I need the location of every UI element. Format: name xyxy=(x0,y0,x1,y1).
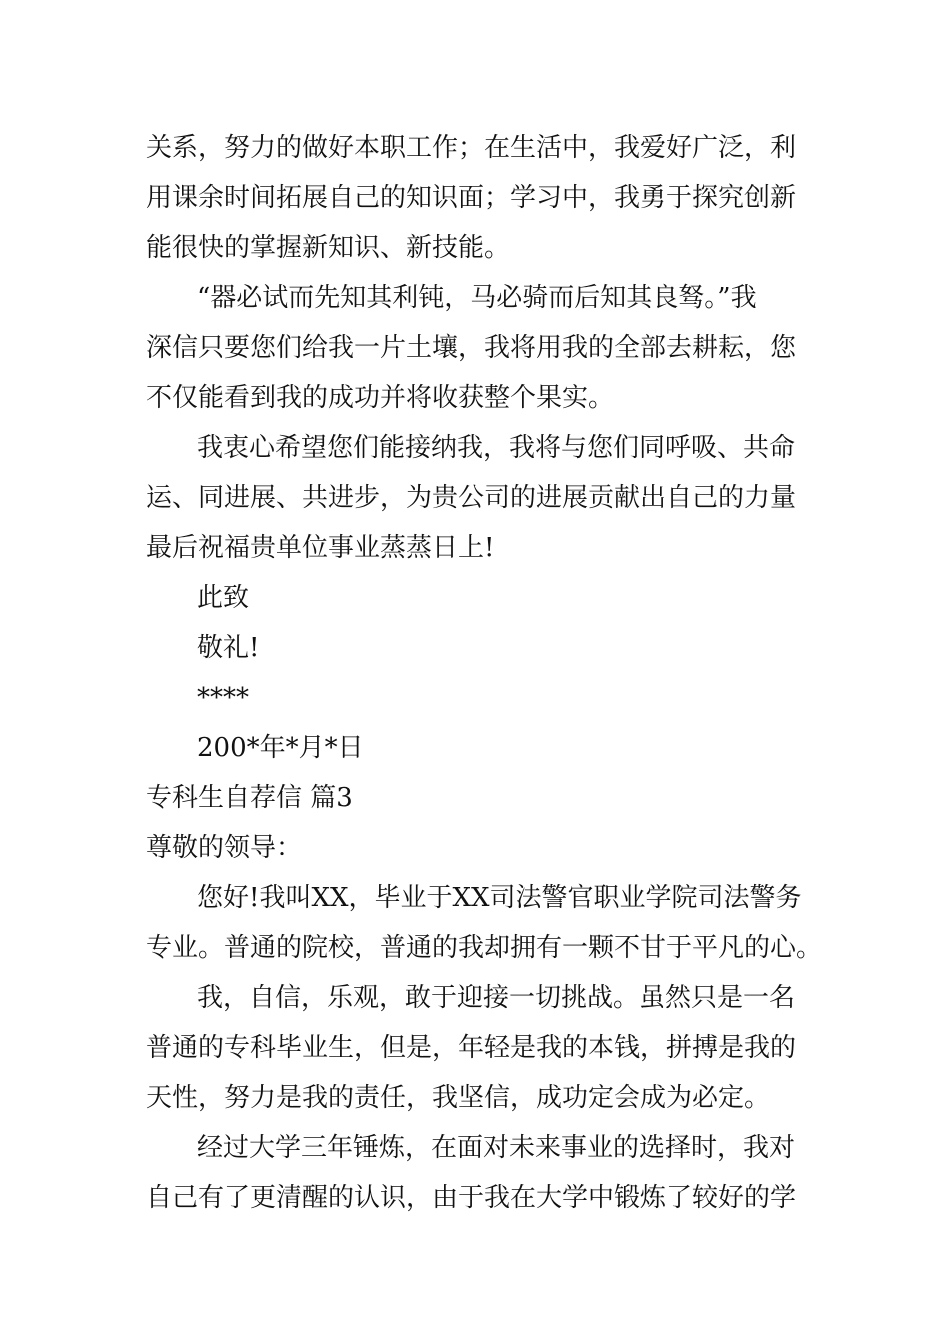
paragraph-first-line: 我衷心希望您们能接纳我，我将与您们同呼吸、共命 xyxy=(197,433,796,463)
closing-regards: 敬礼! xyxy=(197,633,260,663)
body-text-line: 专业。普通的院校，普通的我却拥有一颗不甘于平凡的心。 xyxy=(146,933,823,963)
body-text-line: 自己有了更清醒的认识，由于我在大学中锻炼了较好的学 xyxy=(146,1183,797,1213)
signature-date: 200*年*月*日 xyxy=(197,733,364,763)
paragraph-first-line: 您好!我叫XX，毕业于XX司法警官职业学院司法警务 xyxy=(197,883,802,913)
section-heading: 专科生自荐信 篇3 xyxy=(146,783,353,813)
body-text-line: 天性，努力是我的责任，我坚信，成功定会成为必定。 xyxy=(146,1083,771,1113)
body-text-line: 运、同进展、共进步，为贵公司的进展贡献出自己的力量 xyxy=(146,483,797,513)
body-text-line: 能很快的掌握新知识、新技能。 xyxy=(146,233,511,263)
body-text-line: 最后祝福贵单位事业蒸蒸日上! xyxy=(146,533,495,563)
closing-salutation: 此致 xyxy=(197,583,250,613)
body-text-line: 关系，努力的做好本职工作；在生活中，我爱好广泛，利 xyxy=(146,133,797,163)
body-text-line: 深信只要您们给我一片土壤，我将用我的全部去耕耘，您 xyxy=(146,333,797,363)
body-text-line: 用课余时间拓展自己的知识面；学习中，我勇于探究创新 xyxy=(146,183,797,213)
body-text-line: 不仅能看到我的成功并将收获整个果实。 xyxy=(146,383,615,413)
letter-greeting: 尊敬的领导： xyxy=(146,833,303,863)
signature-name: **** xyxy=(197,683,249,713)
paragraph-first-line: 我，自信，乐观，敢于迎接一切挑战。虽然只是一名 xyxy=(197,983,796,1013)
body-text-line: 普通的专科毕业生，但是，年轻是我的本钱，拼搏是我的 xyxy=(146,1033,797,1063)
paragraph-first-line: “器必试而先知其利钝，马必骑而后知其良驽。”我 xyxy=(197,283,757,313)
paragraph-first-line: 经过大学三年锤炼，在面对未来事业的选择时，我对 xyxy=(197,1133,796,1163)
